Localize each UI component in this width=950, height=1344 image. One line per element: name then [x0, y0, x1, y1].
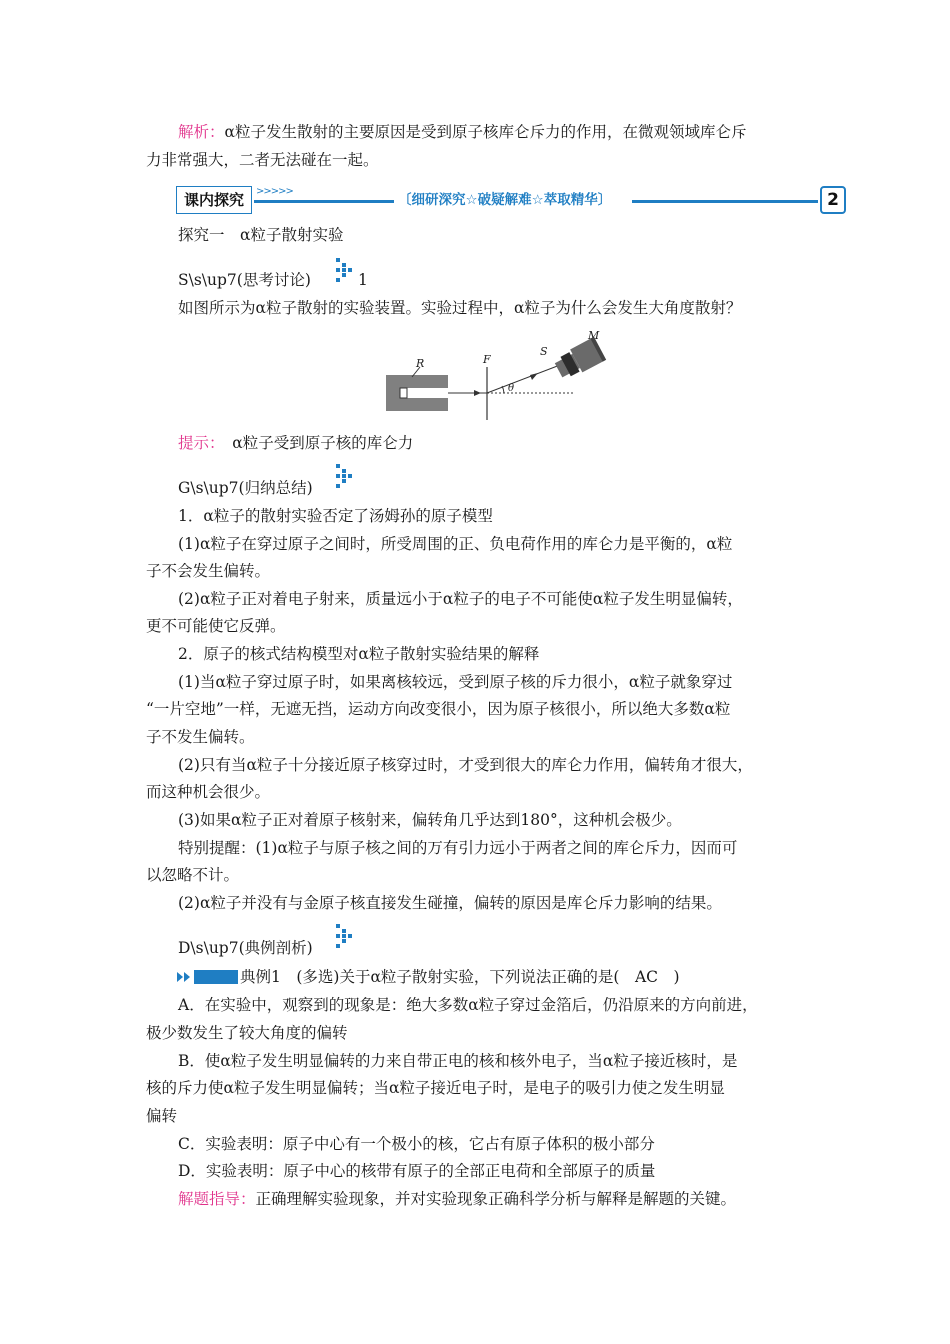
figure-label-s: S — [540, 345, 548, 358]
option-line: B．使α粒子发生明显偏转的力来自带正电的核和核外电子，当α粒子接近核时，是 — [178, 1052, 738, 1070]
analysis-line-1 — [178, 121, 747, 143]
banner-rule-left — [254, 200, 394, 203]
figure-label-theta: θ — [508, 383, 515, 394]
summary-line: (2)只有当α粒子十分接近原子核穿过时，才受到很大的库仑力作用，偏转角才很大， — [178, 756, 753, 774]
option-line: 核的斥力使α粒子发生明显偏转；当α粒子接近电子时，是电子的吸引力使之发生明显 — [146, 1079, 725, 1097]
banner-tagline: 〔细研深究☆破疑解难☆萃取精华〕 — [398, 192, 612, 208]
option-line: A．在实验中，观察到的现象是：绝大多数α粒子穿过金箔后，仍沿原来的方向前进， — [178, 996, 758, 1014]
summary-line: (1)当α粒子穿过原子时，如果离核较远，受到原子核的斥力很小，α粒子就象穿过 — [178, 673, 733, 691]
figure-label-f: F — [483, 353, 491, 366]
summary-line: (1)α粒子在穿过原子之间时，所受周围的正、负电荷作用的库仑力是平衡的，α粒 — [178, 535, 733, 553]
analysis-text-1: α粒子发生散射的主要原因是受到原子核库仑斥力的作用，在微观领域库仑斥 — [224, 123, 747, 141]
banner-title: 课内探究 — [176, 186, 252, 214]
banner-rule-right — [632, 200, 818, 203]
discuss-heading — [178, 269, 311, 291]
section-title: 探究一 α粒子散射实验 — [178, 226, 344, 244]
summary-line: (3)如果α粒子正对着原子核射来，偏转角几乎达到180°，这种机会极少。 — [178, 811, 682, 829]
banner-number: 2 — [820, 186, 846, 214]
hint-line — [178, 432, 413, 454]
summary-line: (2)α粒子正对着电子射来，质量远小于α粒子的电子不可能使α粒子发生明显偏转， — [178, 590, 743, 608]
summary-line: 2．原子的核式结构模型对α粒子散射实验结果的解释 — [178, 645, 540, 663]
scattering-apparatus-figure — [380, 325, 610, 425]
summary-line: 以忽略不计。 — [146, 866, 240, 884]
discuss-heading-text: S\s\up7(思考讨论) — [178, 271, 311, 289]
discuss-number: 1 — [358, 271, 368, 289]
section-banner — [176, 184, 846, 214]
summary-heading: G\s\up7(归纳总结) — [178, 479, 313, 497]
chevron-dots-icon — [334, 462, 356, 494]
summary-line: 子不会发生偏转。 — [146, 562, 271, 580]
summary-line: 子不发生偏转。 — [146, 728, 255, 746]
example-tag-icon — [176, 970, 238, 984]
summary-line: “一片空地”一样，无遮无挡，运动方向改变很小，因为原子核很小，所以绝大多数α粒 — [146, 700, 731, 718]
hint-label: 提示： — [178, 434, 217, 452]
figure-label-m: M — [588, 329, 600, 342]
option-line: 极少数发生了较大角度的偏转 — [146, 1024, 348, 1042]
hint-text: α粒子受到原子核的库仑力 — [232, 434, 414, 452]
analysis-line-2: 力非常强大，二者无法碰在一起。 — [146, 151, 379, 169]
question-text: 如图所示为α粒子散射的实验装置。实验过程中，α粒子为什么会发生大角度散射？ — [178, 299, 742, 317]
guide-text: 正确理解实验现象，并对实验现象正确科学分析与解释是解题的关键。 — [255, 1190, 737, 1208]
analysis-label: 解析： — [178, 123, 225, 141]
option-line: 偏转 — [146, 1107, 178, 1125]
summary-line: 特别提醒：(1)α粒子与原子核之间的万有引力远小于两者之间的库仑斥力，因而可 — [178, 839, 738, 857]
summary-line: 更不可能使它反弹。 — [146, 617, 286, 635]
chevron-dots-icon — [334, 256, 356, 288]
example-heading: D\s\up7(典例剖析) — [178, 939, 313, 957]
banner-arrows: >>>>> — [256, 186, 293, 197]
guide-label: 解题指导： — [178, 1190, 256, 1208]
summary-line: 而这种机会很少。 — [146, 783, 271, 801]
summary-line: 1．α粒子的散射实验否定了汤姆孙的原子模型 — [178, 507, 493, 525]
guide-line — [178, 1188, 736, 1210]
chevron-dots-icon — [334, 922, 356, 954]
summary-line: (2)α粒子并没有与金原子核直接发生碰撞，偏转的原因是库仑斥力影响的结果。 — [178, 894, 722, 912]
option-line: D．实验表明：原子中心的核带有原子的全部正电荷和全部原子的质量 — [178, 1162, 656, 1180]
figure-label-r: R — [416, 357, 425, 370]
example-title: 典例1 (多选)关于α粒子散射实验，下列说法正确的是( AC ) — [240, 968, 680, 986]
option-line: C．实验表明：原子中心有一个极小的核，它占有原子体积的极小部分 — [178, 1135, 655, 1153]
